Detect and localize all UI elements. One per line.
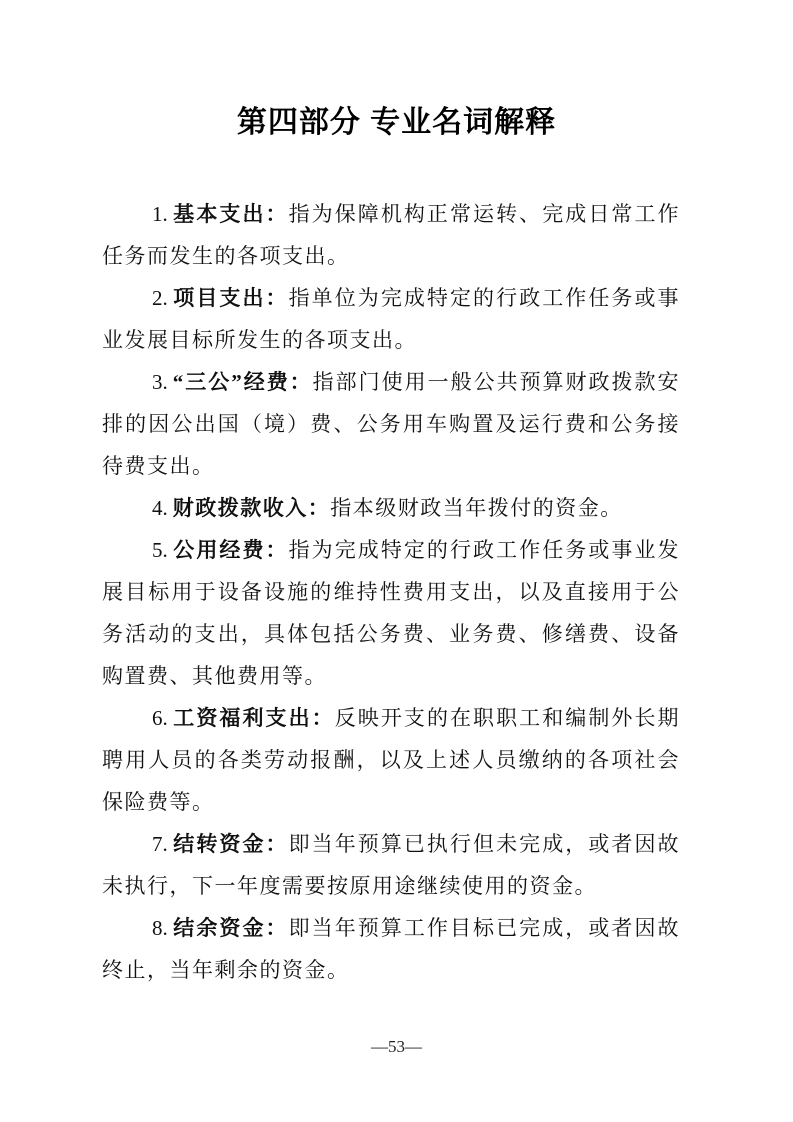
term-number: 2. [152, 286, 168, 310]
page-title: 第四部分 专业名词解释 [236, 106, 557, 139]
term-number: 4. [152, 496, 168, 520]
term-paragraph-three-public-funds [102, 361, 680, 487]
term-paragraph-wage-welfare-expenditure [102, 697, 680, 823]
term-definition: 指为保障机构正常运转、完成日常工作任务而发生的各项支出。 [102, 202, 681, 268]
term-number: 6. [152, 706, 168, 730]
page-number: —53— [371, 1037, 422, 1056]
term-paragraph-project-expenditure [102, 277, 680, 361]
term-label: 结余资金： [172, 916, 289, 940]
term-label: “三公”经费： [172, 370, 313, 394]
term-label: 结转资金： [172, 832, 289, 856]
term-number: 3. [152, 370, 168, 394]
definitions-list [0, 193, 793, 991]
term-definition: 指单位为完成特定的行政工作任务或事业发展目标所发生的各项支出。 [102, 286, 681, 352]
term-number: 1. [152, 202, 168, 226]
term-number: 7. [152, 832, 168, 856]
term-paragraph-public-funds [102, 529, 680, 697]
term-label: 项目支出： [172, 286, 289, 310]
term-definition: 指为完成特定的行政工作任务或事业发展目标用于设备设施的维持性费用支出，以及直接用于公务活动的支出，具体包括公务费、业务费、修缮费、设备购置费、其他费用等。 [102, 538, 681, 688]
term-paragraph-surplus-funds [102, 907, 680, 991]
term-number: 5. [152, 538, 168, 562]
term-definition: 指本级财政当年拨付的资金。 [330, 496, 623, 520]
term-paragraph-basic-expenditure [102, 193, 680, 277]
term-label: 财政拨款收入： [172, 496, 331, 520]
term-definition: 即当年预算已执行但未完成，或者因故未执行，下一年度需要按原用途继续使用的资金。 [102, 832, 681, 898]
term-number: 8. [152, 916, 168, 940]
term-definition: 即当年预算工作目标已完成，或者因故终止，当年剩余的资金。 [102, 916, 681, 982]
term-label: 工资福利支出： [172, 706, 335, 730]
term-label: 基本支出： [172, 202, 289, 226]
term-paragraph-fiscal-appropriation-income [102, 487, 680, 529]
term-definition: 反映开支的在职职工和编制外长期聘用人员的各类劳动报酬，以及上述人员缴纳的各项社会保险费等。 [102, 706, 681, 814]
term-definition: 指部门使用一般公共预算财政拨款安排的因公出国（境）费、公务用车购置及运行费和公务接待费支出。 [102, 370, 680, 478]
term-paragraph-carryover-funds [102, 823, 680, 907]
term-label: 公用经费： [172, 538, 289, 562]
